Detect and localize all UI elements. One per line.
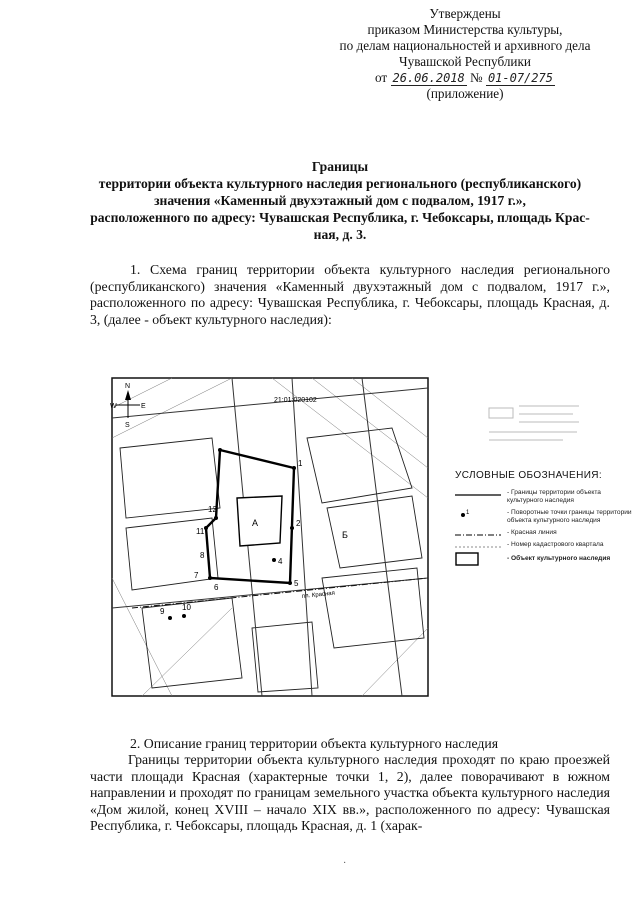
- legend-item-points: [455, 509, 635, 525]
- point-label: 2: [296, 519, 301, 528]
- parcel-code: 21:01:020102: [274, 397, 317, 404]
- section-2-heading: 2. Описание границ территории объекта культурного наследия: [130, 736, 499, 751]
- compass-w: W: [110, 403, 117, 410]
- handwritten-number: 01-07/275: [487, 71, 553, 85]
- approval-line: по делам национальностей и архивного дела: [339, 38, 591, 53]
- point-label: 12: [208, 505, 217, 514]
- title-line: значения «Каменный двухэтажный дом с подвалом, 1917 г.»,: [154, 193, 526, 208]
- compass-e: E: [141, 403, 146, 410]
- red-line-icon: [455, 532, 501, 538]
- turning-point: [204, 526, 208, 530]
- heritage-object-icon: [455, 552, 479, 566]
- map-legend: [455, 470, 635, 567]
- street-label: пл. Красная: [301, 590, 336, 600]
- point-label: 1: [298, 459, 303, 468]
- approval-line: (приложение): [426, 86, 504, 101]
- point-label: 7: [194, 571, 199, 580]
- heritage-building: [237, 496, 282, 546]
- point-label: 6: [214, 583, 219, 592]
- point-label: 9: [160, 607, 165, 616]
- page-mark: ·: [343, 858, 347, 869]
- title-line: территории объекта культурного наследия регионального (республиканского): [98, 176, 582, 191]
- legend-item-boundary: [455, 489, 635, 505]
- turning-point: [168, 616, 172, 620]
- legend-point-number: 1: [466, 510, 470, 516]
- approval-line: приказом Министерства культуры,: [367, 22, 563, 37]
- legend-item-label: - Границы территории объекта культурного наследия: [507, 489, 601, 504]
- title-line: ная, д. 3.: [313, 227, 367, 242]
- turning-point: [208, 576, 212, 580]
- legend-item-label: - Красная линия: [507, 529, 557, 536]
- cadastral-number-icon: [455, 544, 501, 550]
- legend-item-label: - Номер кадастрового квартала: [507, 541, 604, 548]
- approval-date-line: [300, 70, 630, 86]
- point-label: 11: [196, 527, 205, 536]
- number-sign: №: [470, 70, 483, 85]
- point-label: 4: [278, 557, 283, 566]
- handwritten-date: 26.06.2018: [392, 71, 465, 85]
- approval-date-prefix: от: [375, 70, 388, 85]
- turning-point: [292, 466, 296, 470]
- legend-item-object: [455, 555, 635, 563]
- turning-point: [290, 526, 294, 530]
- turning-point: [214, 516, 218, 520]
- turning-point: [288, 581, 292, 585]
- approval-line: Утверждены: [429, 6, 501, 21]
- document-title: [60, 158, 620, 243]
- approval-block: [300, 6, 630, 102]
- legend-heading: УСЛОВНЫЕ ОБОЗНАЧЕНИЯ:: [455, 470, 603, 481]
- legend-item-cadastral: [455, 541, 635, 549]
- legend-item-label: - Поворотные точки границы территории объекта культурного наследия: [507, 509, 632, 524]
- title-line: Границы: [311, 159, 369, 174]
- legend-item-label: - Объект культурного наследия: [507, 555, 611, 562]
- building-letter-b: Б: [342, 530, 348, 540]
- turning-point: [218, 448, 222, 452]
- compass-n: N: [125, 383, 131, 390]
- boundary-map: [112, 378, 428, 696]
- approval-line: Чувашской Республики: [399, 54, 531, 69]
- point-label: 8: [200, 551, 205, 560]
- point-label: 10: [182, 603, 191, 612]
- section-1-paragraph: 1. Схема границ территории объекта культурного наследия регионального (республиканского) значения «Каменный двухэтажный дом с подвалом, 1917 г.», расположенного по адресу: Чувашская Республика, г. Чебоксары, площадь Красная, д. 3, (далее - объект культурного наследия):: [90, 262, 610, 327]
- legend-item-red-line: [455, 529, 635, 537]
- title-line: расположенного по адресу: Чувашская Республика, г. Чебоксары, площадь Крас-: [90, 210, 590, 225]
- compass-s: S: [125, 422, 130, 429]
- turning-point: [182, 614, 186, 618]
- boundary-line-icon: [455, 492, 501, 498]
- turning-point-icon: [455, 509, 501, 519]
- building-letter-a: А: [252, 518, 259, 528]
- faded-stamp: [483, 398, 583, 450]
- point-label: 5: [294, 579, 299, 588]
- section-2-paragraph: Границы территории объекта культурного наследия проходят по краю проезжей части площади Красная (характерные точки 1, 2), далее поворачивают в южном направлении и проходят по границам земельного участка объекта культурного наследия «Дом жилой, конец XVIII – начало XIX вв.», расположенного по адресу: Чувашская Республика, г. Чебоксары, площадь Красная, д. 1 (харак-: [90, 752, 610, 833]
- turning-point: [272, 558, 276, 562]
